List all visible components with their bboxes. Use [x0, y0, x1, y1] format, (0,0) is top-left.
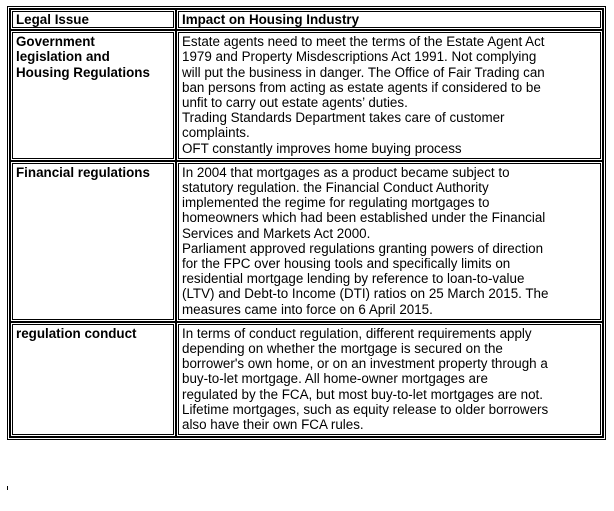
impact-cell: [176, 30, 603, 161]
document-page: [7, 6, 606, 440]
impact-line: for the FPC over housing tools and specifically limits on: [182, 256, 511, 272]
impact-line: buy-to-let mortgage. All home-owner mortgages are: [182, 371, 488, 387]
impact-line: ban persons from acting as estate agents if considered to be: [182, 79, 541, 95]
impact-line: complaints.: [182, 125, 250, 141]
impact-line: 1979 and Property Misdescriptions Act 1991. Not complying: [182, 49, 537, 65]
issue-cell: [10, 322, 176, 437]
impact-line: Parliament approved regulations granting powers of direction: [182, 240, 544, 256]
issue-cell: [10, 161, 176, 322]
issue-line: regulation conduct: [16, 325, 137, 341]
impact-line: Trading Standards Department takes care of customer: [182, 110, 505, 126]
impact-cell: [176, 161, 603, 322]
header-legal-issue: Legal Issue: [10, 9, 176, 30]
issue-line: legislation and: [16, 49, 110, 65]
impact-line: (LTV) and Debt-to Income (DTI) ratios on 25 March 2015. The: [182, 286, 549, 302]
table-row: [10, 322, 603, 437]
impact-line: depending on whether the mortgage is secured on the: [182, 341, 503, 357]
page-margin-line: [7, 486, 607, 490]
table-row: [10, 30, 603, 161]
impact-line: In 2004 that mortgages as a product became subject to: [182, 164, 510, 180]
impact-line: Estate agents need to meet the terms of the Estate Agent Act: [182, 34, 545, 50]
impact-line: residential mortgage lending by reference to loan-to-value: [182, 271, 525, 287]
impact-line: In terms of conduct regulation, different requirements apply: [182, 325, 532, 341]
legal-issues-table: [7, 6, 606, 440]
impact-line: statutory regulation. the Financial Conduct Authority: [182, 180, 489, 196]
issue-line: Government: [16, 34, 95, 50]
impact-line: implemented the regime for regulating mortgages to: [182, 195, 490, 211]
impact-line: also have their own FCA rules.: [182, 417, 364, 433]
impact-line: Lifetime mortgages, such as equity release to older borrowers: [182, 401, 549, 417]
header-impact: Impact on Housing Industry: [176, 9, 603, 30]
issue-line: Financial regulations: [16, 164, 150, 180]
impact-line: borrower's own home, or on an investment property through a: [182, 356, 548, 372]
impact-line: unfit to carry out estate agents’ duties.: [182, 95, 408, 111]
table-header-row: [10, 9, 603, 30]
impact-line: will put the business in danger. The Office of Fair Trading can: [182, 64, 545, 80]
impact-line: OFT constantly improves home buying process: [182, 140, 462, 156]
impact-line: regulated by the FCA, but most buy-to-let mortgages are not.: [182, 386, 543, 402]
impact-line: homeowners which had been established under the Financial: [182, 210, 546, 226]
impact-cell: [176, 322, 603, 437]
issue-line: Housing Regulations: [16, 64, 150, 80]
impact-line: measures came into force on 6 April 2015.: [182, 301, 433, 317]
issue-cell: [10, 30, 176, 161]
impact-line: Services and Markets Act 2000.: [182, 225, 371, 241]
table-row: [10, 161, 603, 322]
